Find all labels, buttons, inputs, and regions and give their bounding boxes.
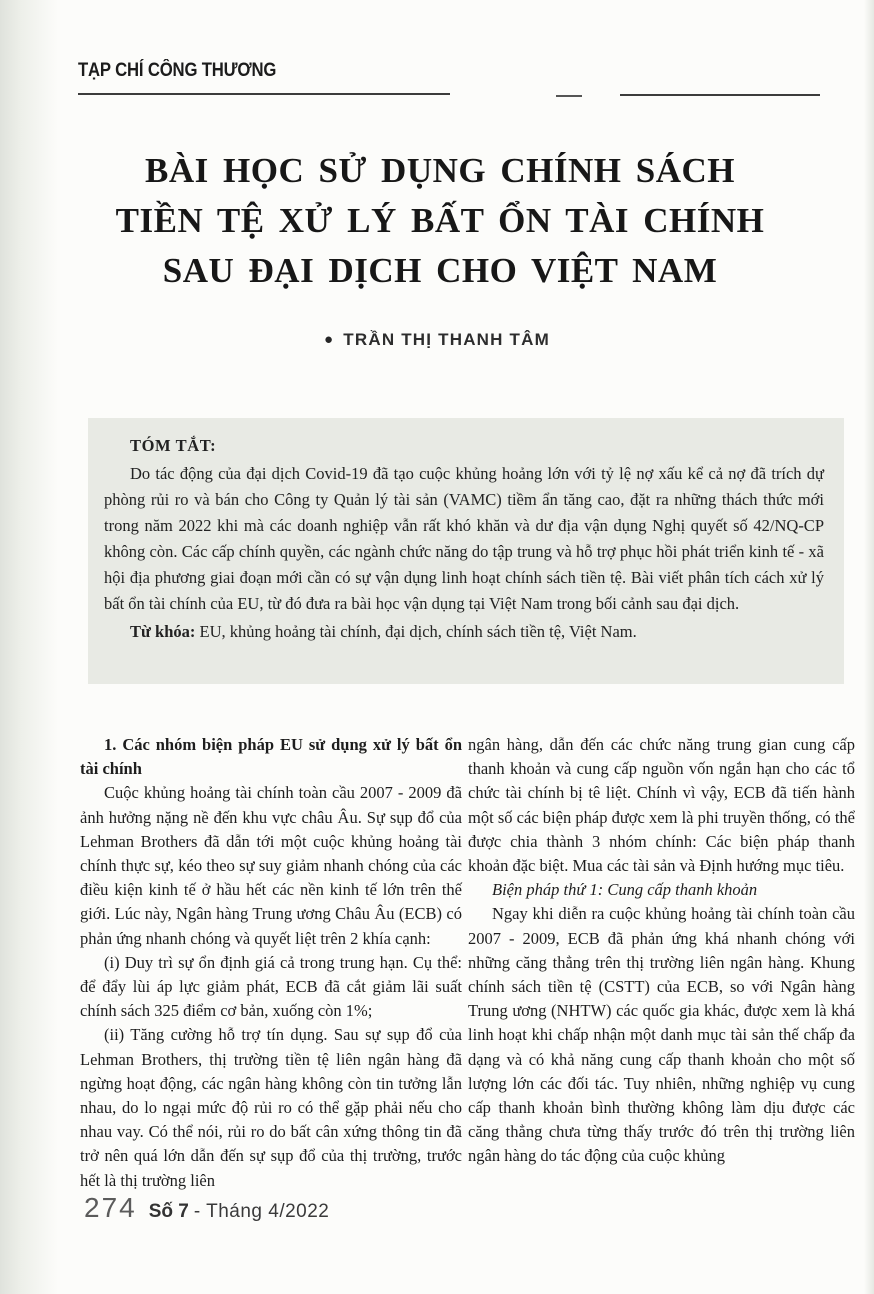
article-title-line-1: BÀI HỌC SỬ DỤNG CHÍNH SÁCH — [145, 151, 735, 190]
author-name: TRẦN THỊ THANH TÂM — [343, 330, 550, 349]
paragraph: (i) Duy trì sự ổn định giá cả trong trung hạn. Cụ thể: để đẩy lùi áp lực giảm phát, ECB đã cắt giảm lãi suất chính sách 325 điểm cơ bản, xuống còn 1%; — [80, 952, 462, 1021]
abstract-keywords — [104, 619, 824, 645]
body-column-left — [80, 733, 462, 1193]
masthead-rule-left — [78, 93, 450, 95]
author-bullet-icon: ● — [324, 331, 335, 348]
author-line — [0, 330, 874, 350]
keywords-text: EU, khủng hoảng tài chính, đại dịch, chính sách tiền tệ, Việt Nam. — [195, 622, 637, 641]
journal-masthead: TẠP CHÍ CÔNG THƯƠNG — [78, 60, 277, 81]
article-title — [60, 146, 820, 296]
scan-edge-left — [0, 0, 58, 1294]
masthead-rule-dash — [556, 95, 582, 97]
abstract-body: Do tác động của đại dịch Covid-19 đã tạo cuộc khủng hoảng lớn với tỷ lệ nợ xấu kể cả nợ đã trích dự phòng rủi ro và bán cho Công ty Quản lý tài sản (VAMC) tiềm ẩn tăng cao, đặt ra những thách thức mới trong năm 2022 khi mà các doanh nghiệp vẫn rất khó khăn và dư địa vận dụng Nghị quyết số 42/NQ-CP không còn. Các cấp chính quyền, các ngành chức năng do tập trung và hỗ trợ phục hồi phát triển kinh tế - xã hội địa phương giai đoạn mới cần có sự vận dụng linh hoạt chính sách tiền tệ. Bài viết phân tích cách xử lý bất ổn tài chính của EU, từ đó đưa ra bài học vận dụng tại Việt Nam trong bối cảnh sau đại dịch. — [104, 464, 824, 613]
issue-date: - Tháng 4/2022 — [193, 1201, 330, 1222]
article-title-line-3: SAU ĐẠI DỊCH CHO VIỆT NAM — [162, 251, 718, 290]
issue-number: Số 7 — [148, 1201, 189, 1222]
section-heading: 1. Các nhóm biện pháp EU sử dụng xử lý bất ổn tài chính — [80, 735, 462, 779]
keywords-label: Từ khóa: — [130, 622, 196, 641]
article-title-line-2: TIỀN TỆ XỬ LÝ BẤT ỔN TÀI CHÍNH — [115, 201, 765, 240]
page-footer — [84, 1192, 329, 1224]
page-number: 274 — [84, 1192, 137, 1223]
abstract-box — [88, 418, 844, 684]
masthead-rule-right — [620, 94, 820, 96]
body-column-right — [468, 733, 855, 1169]
paragraph: (ii) Tăng cường hỗ trợ tín dụng. Sau sự sụp đổ của Lehman Brothers, thị trường tiền tệ liên ngân hàng đã ngừng hoạt động, các ngân hàng không còn tin tưởng lẫn nhau, do lo ngại mức độ rủi ro có thể gặp phải nếu cho nhau vay. Có thể nói, rủi ro do bất cân xứng thông tin đã trở nên quá lớn dẫn đến sự sụp đổ của thị trường, trước hết là thị trường liên — [80, 1025, 462, 1190]
paragraph-continuation: ngân hàng, dẫn đến các chức năng trung gian cung cấp thanh khoản và cung cấp nguồn vốn ngắn hạn cho các tổ chức tài chính bị tê liệt. Chính vì vậy, ECB đã tiến hành một số các biện pháp được xem là phi truyền thống, có thể được chia thành 3 nhóm chính: Các biện pháp thanh khoản đặc biệt. Mua các tài sản và Định hướng mục tiêu. — [468, 735, 855, 876]
sub-section-heading: Biện pháp thứ 1: Cung cấp thanh khoản — [492, 880, 758, 900]
paragraph: Cuộc khủng hoảng tài chính toàn cầu 2007 - 2009 đã ảnh hưởng nặng nề đến khu vực châu Âu. Sự sụp đổ của Lehman Brothers đã dẫn tới một cuộc khủng hoảng tài chính thực sự, kéo theo sự suy giảm nhanh chóng của các điều kiện kinh tế ở hầu hết các nền kinh tế lớn trên thế giới. Lúc này, Ngân hàng Trung ương Châu Âu (ECB) có phản ứng nhanh chóng và quyết liệt trên 2 khía cạnh: — [80, 783, 462, 948]
abstract-heading: TÓM TẮT: — [130, 436, 217, 455]
scan-edge-right — [864, 0, 874, 1294]
paragraph: Ngay khi diễn ra cuộc khủng hoảng tài chính toàn cầu 2007 - 2009, ECB đã phản ứng khá nhanh chóng với những căng thẳng trên thị trường liên ngân hàng. Khung chính sách tiền tệ (CSTT) của ECB, so với Ngân hàng Trung ương (NHTW) các quốc gia khác, được xem là khá linh hoạt khi chấp nhận một danh mục tài sản thế chấp đa dạng và có khả năng cung cấp thanh khoản cho một số lượng lớn các đối tác. Tuy nhiên, những nghiệp vụ cung cấp thanh khoản bình thường không làm dịu được các căng thẳng chưa từng thấy trước đó trên thị trường liên ngân hàng do tác động của cuộc khủng — [468, 904, 855, 1166]
